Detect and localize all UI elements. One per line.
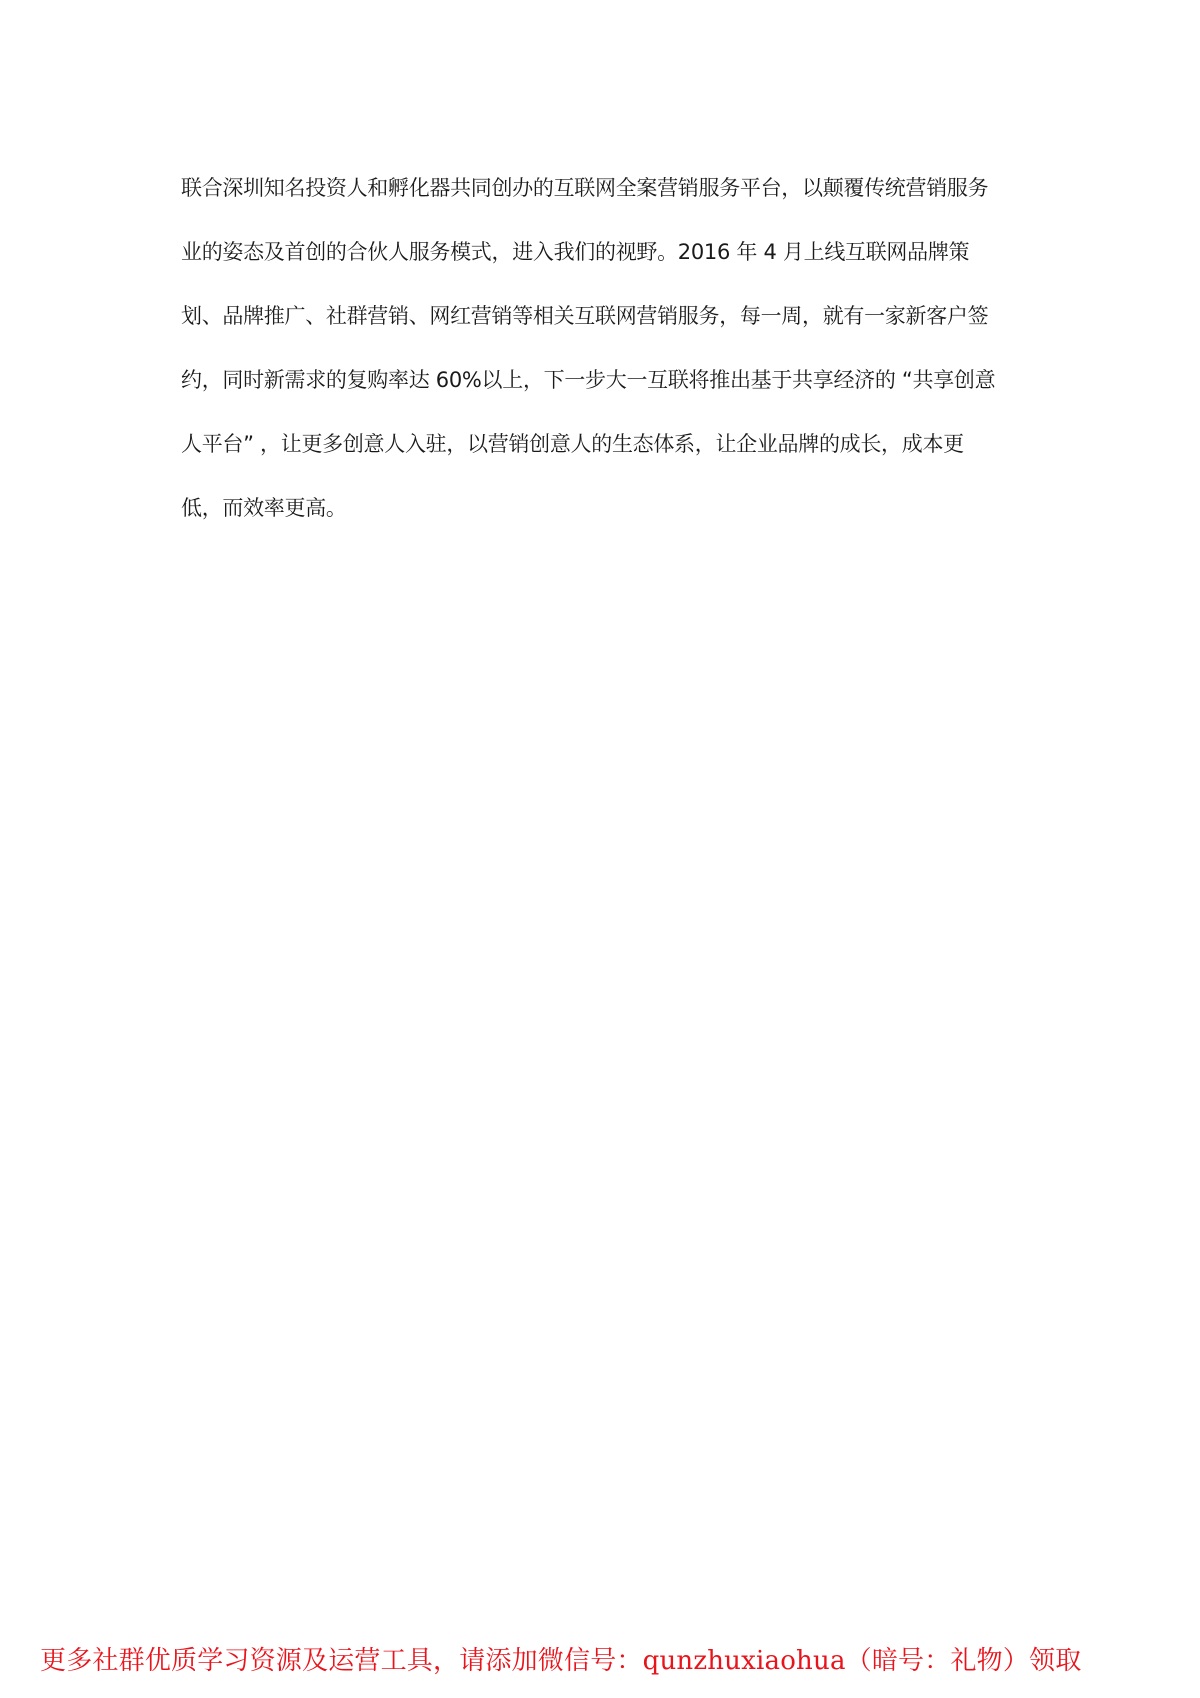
paragraph-line: 人平台” ，让更多创意人入驻，以营销创意人的生态体系，让企业品牌的成长，成本更: [181, 432, 964, 456]
footer-promo-text: 更多社群优质学习资源及运营工具，请添加微信号：qunzhuxiaohua（暗号：礼物）领取: [40, 1646, 1082, 1676]
body-paragraph: [181, 156, 1041, 540]
paragraph-line: 划、品牌推广、社群营销、网红营销等相关互联网营销服务，每一周，就有一家新客户签: [181, 304, 989, 328]
paragraph-line: 低，而效率更高。: [181, 496, 347, 520]
paragraph-line: 业的姿态及首创的合伙人服务模式，进入我们的视野。2016 年 4 月上线互联网品牌策: [181, 240, 970, 264]
paragraph-line: 联合深圳知名投资人和孵化器共同创办的互联网全案营销服务平台，以颠覆传统营销服务: [181, 176, 989, 200]
paragraph-line: 约，同时新需求的复购率达 60%以上，下一步大一互联将推出基于共享经济的 “共享创意: [181, 368, 996, 392]
